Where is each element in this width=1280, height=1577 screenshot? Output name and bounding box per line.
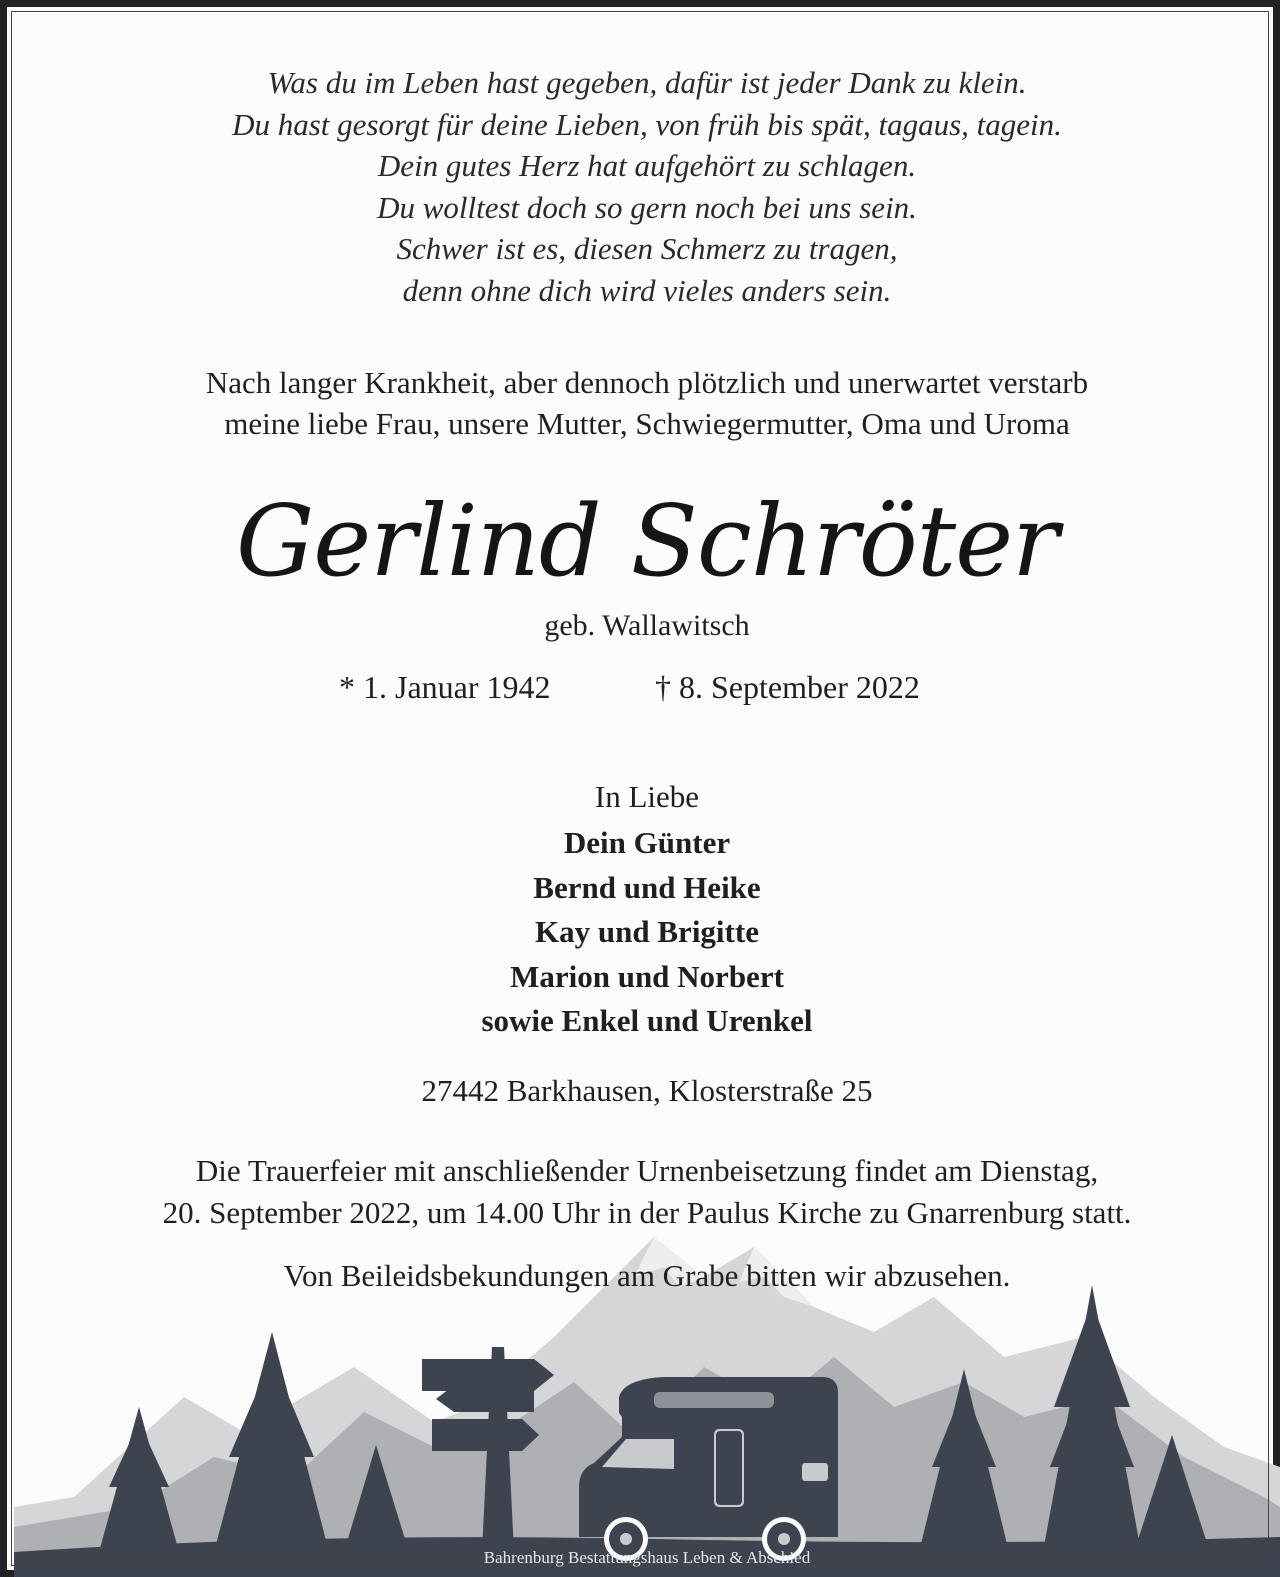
mourner-name: Dein Günter xyxy=(563,825,731,860)
mourner-name: sowie Enkel und Urenkel xyxy=(481,1003,813,1038)
poem-line: Dein gutes Herz hat aufgehört zu schlagen. xyxy=(377,148,917,183)
mourner-name: Kay und Brigitte xyxy=(535,914,759,949)
funeral-line: 20. September 2022, um 14.00 Uhr in der Paulus Kirche zu Gnarrenburg statt. xyxy=(162,1195,1132,1230)
poem-line: Du hast gesorgt für deine Lieben, von früh bis spät, tagaus, tagein. xyxy=(232,106,1062,142)
funeral-home-credit: Bahrenburg Bestattungshaus Leben & Abschied xyxy=(483,1548,811,1567)
funeral-line: Die Trauerfeier mit anschließender Urnenbeisetzung findet am Dienstag, xyxy=(195,1153,1099,1188)
mourners-intro: In Liebe xyxy=(594,779,700,814)
poem-line: Was du im Leben hast gegeben, dafür ist jeder Dank zu klein. xyxy=(267,65,1027,100)
poem-line: Schwer ist es, diesen Schmerz zu tragen, xyxy=(396,231,898,266)
poem-line: Du wolltest doch so gern noch bei uns sein. xyxy=(377,189,917,225)
mourner-name: Bernd und Heike xyxy=(533,869,761,905)
deceased-name: Gerlind Schröter xyxy=(235,485,1059,599)
death-announcement xyxy=(7,362,1280,444)
maiden-name: geb. Wallawitsch xyxy=(544,609,750,642)
condolence-note: Von Beileidsbekundungen am Grabe bitten wir abzusehen. xyxy=(283,1258,1011,1293)
announcement-line: Nach langer Krankheit, aber dennoch plötzlich und unerwartet verstarb xyxy=(205,365,1089,400)
birth-date: * 1. Januar 1942 xyxy=(339,669,551,705)
poem xyxy=(7,62,1280,311)
mourners-list xyxy=(7,821,1280,1044)
death-date: † 8. September 2022 xyxy=(655,669,920,705)
mourner-name: Marion und Norbert xyxy=(510,958,784,994)
announcement-line: meine liebe Frau, unsere Mutter, Schwiegermutter, Oma und Uroma xyxy=(224,406,1070,441)
poem-line: denn ohne dich wird vieles anders sein. xyxy=(402,272,892,308)
funeral-info xyxy=(7,1150,1280,1234)
family-address: 27442 Barkhausen, Klosterstraße 25 xyxy=(421,1073,873,1108)
